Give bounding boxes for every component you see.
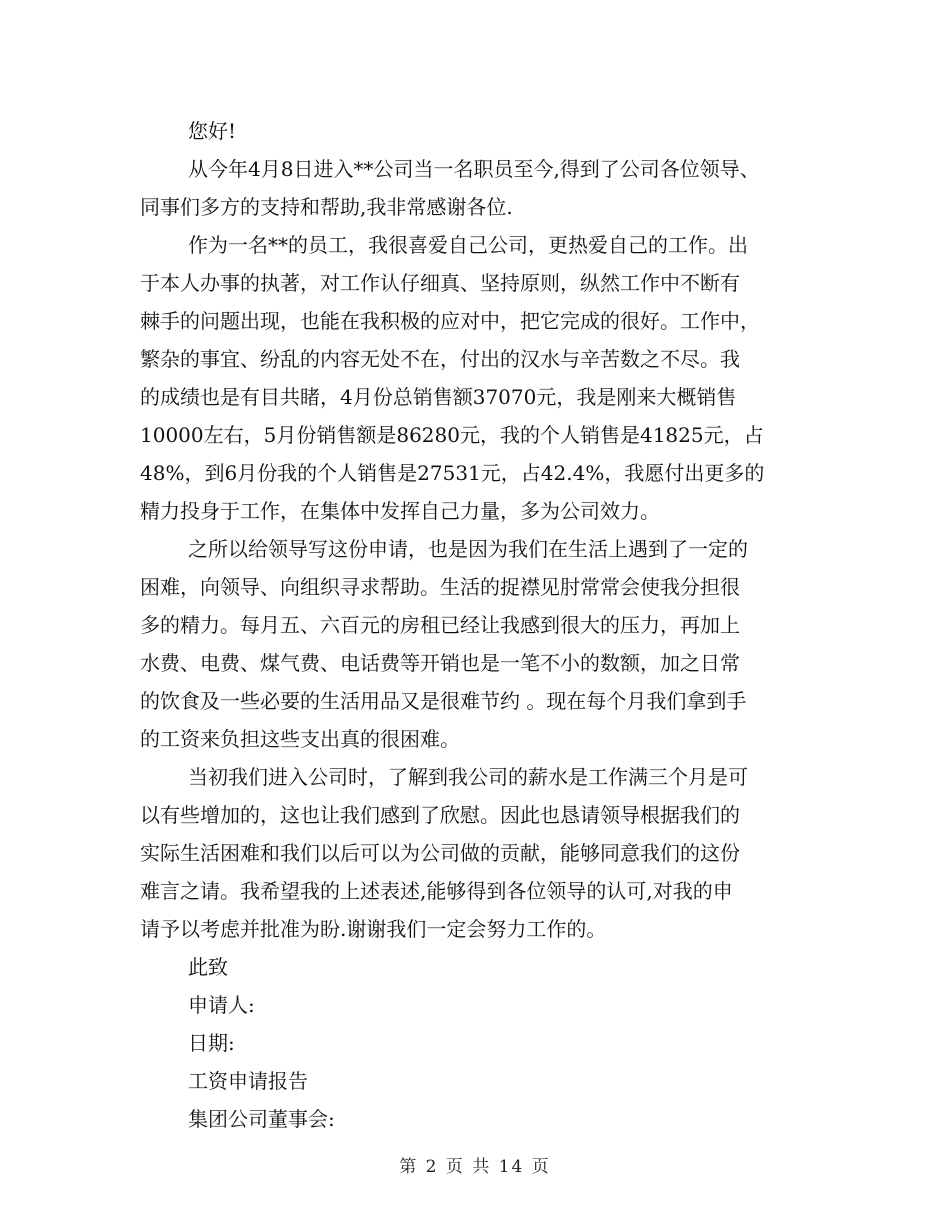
greeting: 您好!: [188, 119, 237, 143]
date-label: 日期:: [188, 1031, 235, 1055]
page-number-footer: 第 2 页 共 14 页: [399, 1157, 551, 1177]
paragraph-line: 困难，向领导、向组织寻求帮助。生活的捉襟见肘常常会使我分担很: [140, 575, 740, 599]
paragraph-line: 于本人办事的执著，对工作认仔细真、坚持原则，纵然工作中不断有: [140, 271, 740, 295]
paragraph-2: [140, 226, 820, 530]
document-body: [140, 112, 820, 1138]
recipient-label: 集团公司董事会:: [188, 1107, 335, 1131]
paragraph-line: 请予以考虑并批准为盼.谢谢我们一定会努力工作的。: [140, 917, 607, 941]
paragraph-line: 以有些增加的，这也让我们感到了欣慰。因此也恳请领导根据我们的: [140, 803, 740, 827]
paragraph-line: 精力投身于工作，在集体中发挥自己力量，多为公司效力。: [140, 499, 660, 523]
paragraph-line: 多的精力。每月五、六百元的房租已经让我感到很大的压力，再加上: [140, 613, 740, 637]
paragraph-3: [140, 530, 820, 758]
paragraph-line: 48%，到6月份我的个人销售是27531元，占42.4%，我愿付出更多的: [140, 461, 765, 485]
paragraph-line: 从今年4月8日进入**公司当一名职员至今,得到了公司各位领导、: [188, 157, 760, 181]
section-title: 工资申请报告: [188, 1069, 308, 1093]
applicant-label: 申请人:: [188, 993, 255, 1017]
paragraph-line: 的成绩也是有目共睹，4月份总销售额37070元，我是刚来大概销售: [140, 385, 737, 409]
paragraph-4: [140, 758, 820, 948]
paragraph-line: 10000左右，5月份销售额是86280元，我的个人销售是41825元，占: [140, 423, 764, 447]
paragraph-line: 的工资来负担这些支出真的很困难。: [140, 727, 460, 751]
closing: 此致: [188, 955, 228, 979]
paragraph-line: 棘手的问题出现，也能在我积极的应对中，把它完成的很好。工作中，: [140, 309, 760, 333]
paragraph-line: 繁杂的事宜、纷乱的内容无处不在，付出的汉水与辛苦数之不尽。我: [140, 347, 740, 371]
paragraph-line: 作为一名**的员工，我很喜爱自己公司，更热爱自己的工作。出: [188, 233, 748, 257]
paragraph-line: 的饮食及一些必要的生活用品又是很难节约 。现在每个月我们拿到手: [140, 689, 747, 713]
paragraph-line: 水费、电费、煤气费、电话费等开销也是一笔不小的数额，加之日常: [140, 651, 740, 675]
paragraph-line: 难言之请。我希望我的上述表述,能够得到各位领导的认可,对我的申: [140, 879, 733, 903]
paragraph-line: 当初我们进入公司时，了解到我公司的薪水是工作满三个月是可: [188, 765, 748, 789]
paragraph-line: 实际生活困难和我们以后可以为公司做的贡献，能够同意我们的这份: [140, 841, 740, 865]
paragraph-line: 之所以给领导写这份申请，也是因为我们在生活上遇到了一定的: [188, 537, 748, 561]
paragraph-line: 同事们多方的支持和帮助,我非常感谢各位.: [140, 195, 513, 219]
paragraph-1: [140, 150, 820, 226]
